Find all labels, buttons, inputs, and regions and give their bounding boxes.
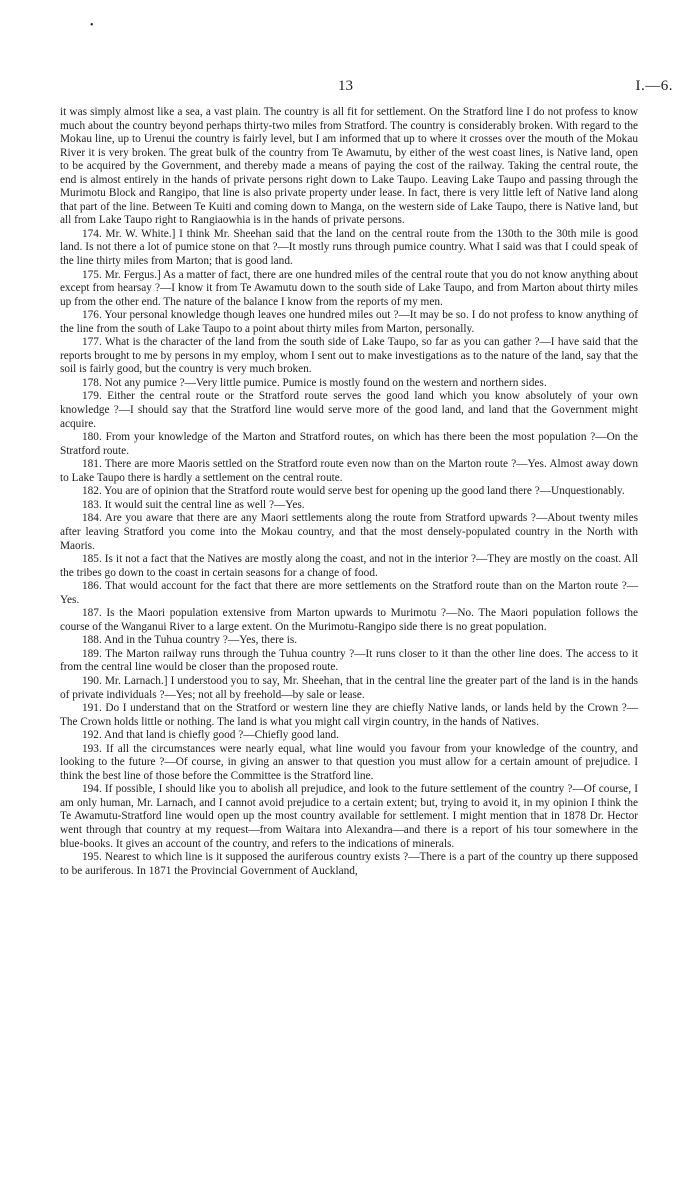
testimony-paragraph: 184. Are you aware that there are any Maori settlements along the route from Stratford upwards ?—About twenty miles after leaving Stratford you come into the Mokau country, and that the most densely-populated country in the North with Maoris. — [60, 512, 638, 552]
testimony-paragraph: 177. What is the character of the land from the south side of Lake Taupo, so far as you can gather ?—I have said that the reports brought to me by persons in my employ, whom I sent out to make investigations as to the nature of the land, say that the soil is fairly good, but the country is very much broken. — [60, 336, 638, 376]
testimony-paragraph: 178. Not any pumice ?—Very little pumice. Pumice is mostly found on the western and northern sides. — [82, 376, 547, 389]
testimony-paragraph: 185. Is it not a fact that the Natives are mostly along the coast, and not in the interior ?—They are mostly on the coast. All the tribes go down to the coast in certain seasons for a change of food. — [60, 553, 638, 579]
margin-mark: • — [90, 20, 94, 31]
testimony-paragraph: 192. And that land is chiefly good ?—Chiefly good land. — [82, 729, 339, 742]
testimony-paragraph: 186. That would account for the fact that there are more settlements on the Stratford route than on the Marton route ?—Yes. — [60, 580, 638, 606]
testimony-paragraph: 182. You are of opinion that the Stratford route would serve best for opening up the good land there ?—Unquestionably. — [82, 485, 625, 498]
page-number: 13 — [338, 78, 353, 94]
testimony-paragraph: 176. Your personal knowledge though leaves one hundred miles out ?—It may be so. I do not profess to know anything of the line from the south of Lake Taupo to a point about thirty miles from Marton, personally. — [60, 309, 638, 335]
document-reference: I.—6. — [635, 78, 673, 94]
testimony-paragraph: 195. Nearest to which line is it supposed the auriferous country exists ?—There is a part of the country up there supposed to be auriferous. In 1871 the Provincial Government of Auckland, — [60, 851, 638, 877]
testimony-paragraph: 193. If all the circumstances were nearly equal, what line would you favour from your knowledge of the country, and looking to the future ?—Of course, in giving an answer to that question you must allow for a certain amount of prejudice. I think the best line of those before the Committee is the Stratford line. — [60, 742, 638, 782]
testimony-body — [60, 106, 638, 878]
testimony-paragraph: it was simply almost like a sea, a vast plain. The country is all fit for settlement. On the Stratford line I do not profess to know much about the country beyond perhaps thirty-two miles from Stratford. The country is considerably broken. With regard to the Mokau line, up to Urenui the country is fairly level, but I am informed that up to where it crosses over the mouth of the Mokau River it is very broken. The great bulk of the country from Te Awamutu, by either of the west coast lines, is Native land, open to be acquired by the Government, and thereby made a means of paying the cost of the railway. Taking the central route, the end is almost entirely in the hands of private persons right down to Lake Taupo. Leaving Lake Taupo and passing through the Murimotu Block and Rangipo, that line is also private property under lease. In fact, there is very little left of Native land along that part of the line. Between Te Kuiti and coming down to Manga, on the western side of Lake Taupo, there is Native land, but all from Lake Taupo right to Rangiaowhia is in the hands of private persons. — [60, 106, 638, 227]
testimony-paragraph: 180. From your knowledge of the Marton and Stratford routes, on which has there been the most population ?—On the Stratford route. — [60, 431, 638, 457]
testimony-paragraph: 174. Mr. W. White.] I think Mr. Sheehan said that the land on the central route from the 130th to the 30th mile is good land. Is not there a lot of pumice stone on that ?—It mostly runs through pumice country. What I said was that I could speak of the line thirty miles from Marton; that is good land. — [60, 227, 638, 268]
testimony-paragraph: 188. And in the Tuhua country ?—Yes, there is. — [82, 634, 298, 647]
testimony-paragraph: 179. Either the central route or the Stratford route serves the good land which you know absolutely of your own knowledge ?—I should say that the Stratford line would serve more of the good land, and land that the Government might acquire. — [60, 390, 638, 430]
page-header — [0, 78, 700, 98]
testimony-paragraph: 181. There are more Maoris settled on the Stratford route even now than on the Marton route ?—Yes. Almost away down to Lake Taupo there is hardly a settlement on the central route. — [60, 458, 638, 484]
testimony-paragraph: 194. If possible, I should like you to abolish all prejudice, and look to the future settlement of the country ?—Of course, I am only human, Mr. Larnach, and I cannot avoid prejudice to a certain extent; but, trying to avoid it, in my opinion I think the Te Awamutu-Stratford line would open up the most country available for settlement. I might mention that in 1878 Dr. Hector went through that country at my request—from Waitara into Alexandra—and there is a report of his tour somewhere in the blue-books. It gives an account of the country, and refers to the indications of minerals. — [60, 783, 638, 850]
testimony-paragraph: 189. The Marton railway runs through the Tuhua country ?—It runs closer to it than the other line does. The access to it from the central line would be closer than the proposed route. — [60, 647, 638, 674]
testimony-paragraph: 175. Mr. Fergus.] As a matter of fact, there are one hundred miles of the central route that you do not know anything about except from hearsay ?—I know it from Te Awamutu down to the south side of Lake Taupo, and from Marton about thirty miles up from the other end. The nature of the balance I know from the reports of my men. — [60, 268, 638, 308]
testimony-paragraph: 191. Do I understand that on the Stratford or western line they are chiefly Native lands, or lands held by the Crown ?—The Crown holds little or nothing. The land is what you might call virgin country, in the hands of Natives. — [60, 702, 638, 728]
testimony-paragraph: 183. It would suit the central line as well ?—Yes. — [82, 498, 305, 511]
testimony-paragraph: 190. Mr. Larnach.] I understood you to say, Mr. Sheehan, that in the central line the greater part of the land is in the hands of private individuals ?—Yes; not all by freehold—by sale or lease. — [60, 674, 638, 701]
testimony-paragraph: 187. Is the Maori population extensive from Marton upwards to Murimotu ?—No. The Maori population follows the course of the Wanganui River to a large extent. On the Murimotu-Rangipo side there is no great population. — [60, 607, 638, 633]
